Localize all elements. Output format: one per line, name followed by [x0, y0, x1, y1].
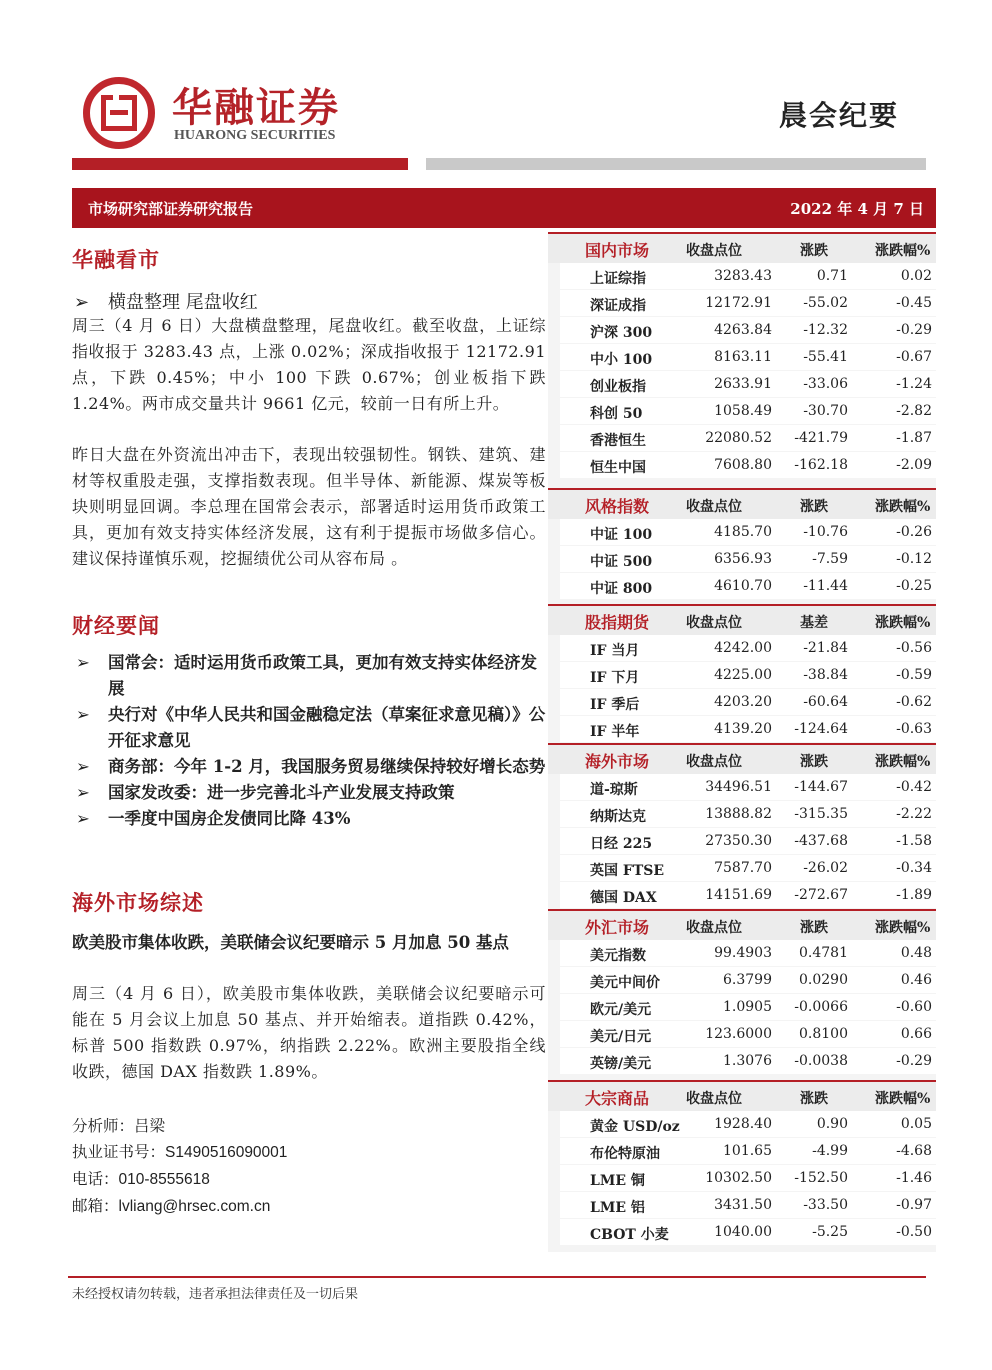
- report-banner: [72, 188, 936, 228]
- table-row: [560, 1165, 936, 1192]
- column-header: 涨跌: [800, 1091, 828, 1107]
- table-row: [560, 452, 936, 479]
- column-header: 涨跌幅%: [875, 499, 931, 515]
- row-change: -33.06: [803, 376, 848, 392]
- row-change-pct: -1.58: [896, 833, 932, 849]
- column-header: 涨跌: [800, 243, 828, 259]
- footer-disclaimer: 未经授权请勿转载，违者承担法律责任及一切后果: [72, 1287, 359, 1302]
- row-close: 27350.30: [705, 833, 772, 849]
- column-header: 涨跌: [800, 920, 828, 936]
- row-change: -11.44: [803, 578, 848, 594]
- row-change: 0.0290: [799, 972, 848, 988]
- row-change-pct: -0.50: [896, 1224, 932, 1240]
- row-close: 12172.91: [705, 295, 772, 311]
- table-row: [560, 855, 936, 882]
- row-change-pct: -0.26: [896, 524, 932, 540]
- phone-line: 电话：010-8555618: [72, 1170, 210, 1188]
- row-name: 中证 100: [590, 527, 653, 543]
- row-close: 10302.50: [705, 1170, 772, 1186]
- column-header: 涨跌幅%: [875, 615, 931, 631]
- row-name: 上证综指: [590, 271, 646, 287]
- table-row: [560, 398, 936, 425]
- table-row: [560, 882, 936, 909]
- row-change-pct: -0.67: [896, 349, 932, 365]
- row-change: 0.90: [816, 1116, 848, 1132]
- table-row: [560, 994, 936, 1021]
- row-change-pct: 0.05: [900, 1116, 932, 1132]
- row-name: IF 下月: [590, 670, 640, 686]
- overseas-headline: 欧美股市集体收跌，美联储会议纪要暗示 5 月加息 50 基点: [72, 933, 509, 952]
- row-name: CBOT 小麦: [590, 1227, 669, 1243]
- row-close: 4242.00: [714, 640, 772, 656]
- row-name: 中证 800: [590, 581, 653, 597]
- section-title-financial-news: 财经要闻: [72, 613, 160, 638]
- row-close: 4610.70: [714, 578, 772, 594]
- row-change-pct: -2.22: [896, 806, 932, 822]
- column-header: 收盘点位: [686, 499, 742, 515]
- table-title: 外汇市场: [585, 918, 650, 937]
- row-close: 4185.70: [714, 524, 772, 540]
- row-change-pct: -0.60: [896, 999, 932, 1015]
- row-change-pct: -0.63: [896, 721, 932, 737]
- banner-department: 市场研究部证券研究报告: [88, 200, 254, 218]
- row-change: -30.70: [803, 403, 848, 419]
- row-change-pct: -0.42: [896, 779, 932, 795]
- table-row: [560, 317, 936, 344]
- row-close: 13888.82: [705, 806, 772, 822]
- table-header: [548, 488, 936, 519]
- row-name: 英国 FTSE: [590, 863, 665, 879]
- table-header: [548, 743, 936, 774]
- row-close: 3283.43: [714, 268, 772, 284]
- analyst-line: 分析师：吕梁: [72, 1117, 166, 1135]
- arrow-bullet-icon: ➢: [76, 783, 90, 802]
- market-view-subtitle: ➢ 横盘整理 尾盘收红: [74, 292, 258, 313]
- table-row: [560, 1021, 936, 1048]
- row-change: -4.99: [812, 1143, 848, 1159]
- section-title-overseas: 海外市场综述: [72, 890, 204, 915]
- table-header: [548, 909, 936, 940]
- row-change: 0.8100: [799, 1026, 848, 1042]
- row-name: LME 铝: [590, 1200, 645, 1216]
- row-close: 4139.20: [714, 721, 772, 737]
- row-close: 1.3076: [723, 1053, 772, 1069]
- table-row: [560, 371, 936, 398]
- arrow-bullet-icon: ➢: [76, 705, 90, 724]
- column-header: 收盘点位: [686, 1091, 742, 1107]
- market-table: [548, 1080, 936, 1246]
- table-title: 大宗商品: [585, 1089, 650, 1108]
- cert-line: 执业证书号：S1490516090001: [72, 1143, 288, 1161]
- table-row: [560, 546, 936, 573]
- row-close: 14151.69: [705, 887, 772, 903]
- table-row: [560, 290, 936, 317]
- row-name: 德国 DAX: [590, 890, 657, 906]
- table-row: [560, 425, 936, 452]
- email-line: 邮箱：lvliang@hrsec.com.cn: [72, 1197, 271, 1215]
- row-change: -26.02: [803, 860, 848, 876]
- row-close: 7608.80: [714, 457, 772, 473]
- market-table: [548, 232, 936, 479]
- row-name: 美元中间价: [590, 975, 660, 991]
- row-change: -144.67: [794, 779, 848, 795]
- row-name: IF 当月: [590, 643, 640, 659]
- row-change: -152.50: [794, 1170, 848, 1186]
- column-header: 涨跌: [800, 754, 828, 770]
- row-name: 黄金 USD/oz: [590, 1119, 680, 1135]
- table-row: [560, 1048, 936, 1075]
- row-change-pct: -0.62: [896, 694, 932, 710]
- row-change: 0.71: [816, 268, 848, 284]
- column-header: 涨跌幅%: [875, 243, 931, 259]
- row-change: -55.02: [803, 295, 848, 311]
- table-header: [548, 1080, 936, 1111]
- analyst-info: [72, 1113, 287, 1220]
- row-change-pct: -0.59: [896, 667, 932, 683]
- table-row: [560, 1219, 936, 1246]
- row-change: -421.79: [794, 430, 848, 446]
- row-change: -33.50: [803, 1197, 848, 1213]
- table-row: [560, 519, 936, 546]
- column-header: 收盘点位: [686, 615, 742, 631]
- row-close: 1928.40: [714, 1116, 772, 1132]
- news-item: ➢ 国常会：适时运用货币政策工具，更加有效支持实体经济发展: [72, 650, 548, 702]
- row-change: -5.25: [812, 1224, 848, 1240]
- row-change: -0.0038: [794, 1053, 848, 1069]
- table-title: 风格指数: [585, 497, 650, 516]
- table-row: [560, 940, 936, 967]
- news-item: ➢ 国家发改委：进一步完善北斗产业发展支持政策: [72, 780, 548, 806]
- header-divider-gray: [426, 158, 926, 170]
- row-change: 0.4781: [799, 945, 848, 961]
- row-name: 沪深 300: [590, 325, 653, 341]
- row-name: IF 半年: [590, 724, 640, 740]
- column-header: 收盘点位: [686, 920, 742, 936]
- column-header: 收盘点位: [686, 243, 742, 259]
- market-view-paragraph-2: 昨日大盘在外资流出冲击下，表现出较强韧性。钢铁、建筑、建材等权重股走强，支撑指数表现。但半导体、新能源、煤炭等板块则明显回调。李总理在国常会表示，部署适时运用货币政策工具，更加有效支持实体经济发展，这有利于提振市场做多信心。建议保持谨慎乐观，挖掘绩优公司从容布局 。: [72, 445, 546, 568]
- table-row: [560, 344, 936, 371]
- column-header: 涨跌幅%: [875, 920, 931, 936]
- row-close: 6356.93: [714, 551, 772, 567]
- row-name: 中小 100: [590, 352, 653, 368]
- market-table: [548, 488, 936, 600]
- row-close: 8163.11: [714, 349, 772, 365]
- table-title: 股指期货: [585, 613, 650, 632]
- row-close: 123.6000: [705, 1026, 772, 1042]
- row-change-pct: -4.68: [896, 1143, 932, 1159]
- table-row: [560, 967, 936, 994]
- row-close: 1.0905: [723, 999, 772, 1015]
- row-change: -10.76: [803, 524, 848, 540]
- arrow-bullet-icon: ➢: [76, 757, 90, 776]
- arrow-bullet-icon: ➢: [76, 653, 90, 672]
- row-change-pct: -1.89: [896, 887, 932, 903]
- row-close: 101.65: [723, 1143, 772, 1159]
- row-change-pct: -0.29: [896, 322, 932, 338]
- row-change-pct: 0.66: [900, 1026, 932, 1042]
- row-name: IF 季后: [590, 697, 640, 713]
- table-row: [560, 689, 936, 716]
- row-change: -60.64: [803, 694, 848, 710]
- logo-cn-text: 华融证券: [172, 84, 340, 131]
- header-divider-red: [72, 158, 408, 170]
- table-row: [560, 1192, 936, 1219]
- row-name: 英镑/美元: [590, 1056, 652, 1072]
- row-change-pct: -0.12: [896, 551, 932, 567]
- section-title-market-view: 华融看市: [72, 247, 160, 272]
- table-row: [560, 774, 936, 801]
- table-header: [548, 604, 936, 635]
- row-name: 道-琼斯: [590, 782, 638, 798]
- company-logo: [80, 74, 370, 154]
- row-name: 科创 50: [590, 406, 643, 422]
- table-row: [560, 662, 936, 689]
- banner-date: 2022 年 4 月 7 日: [790, 200, 924, 218]
- row-close: 22080.52: [705, 430, 772, 446]
- market-table: [548, 743, 936, 909]
- column-header: 基差: [800, 615, 828, 631]
- row-close: 1040.00: [714, 1224, 772, 1240]
- row-name: 纳斯达克: [590, 809, 646, 825]
- row-change-pct: -1.87: [896, 430, 932, 446]
- footer-divider: [68, 1276, 926, 1278]
- row-change-pct: -0.34: [896, 860, 932, 876]
- table-title: 海外市场: [585, 752, 650, 771]
- row-change: -55.41: [803, 349, 848, 365]
- table-row: [560, 828, 936, 855]
- row-close: 2633.91: [714, 376, 772, 392]
- arrow-bullet-icon: ➢: [74, 292, 90, 313]
- arrow-bullet-icon: ➢: [76, 809, 90, 828]
- row-change: -21.84: [803, 640, 848, 656]
- row-change-pct: -2.09: [896, 457, 932, 473]
- row-change: -0.0066: [794, 999, 848, 1015]
- row-close: 4263.84: [714, 322, 772, 338]
- row-name: 欧元/美元: [590, 1002, 652, 1018]
- table-header: [548, 232, 936, 263]
- row-change: -272.67: [794, 887, 848, 903]
- row-change: -12.32: [803, 322, 848, 338]
- row-change: -7.59: [812, 551, 848, 567]
- column-header: 涨跌: [800, 499, 828, 515]
- row-close: 6.3799: [723, 972, 772, 988]
- row-change: -124.64: [794, 721, 848, 737]
- row-change: -437.68: [794, 833, 848, 849]
- row-change-pct: -1.46: [896, 1170, 932, 1186]
- market-table: [548, 604, 936, 743]
- row-close: 99.4903: [714, 945, 772, 961]
- row-change-pct: -0.45: [896, 295, 932, 311]
- news-item: ➢ 商务部：今年 1-2 月，我国服务贸易继续保持较好增长态势: [72, 754, 548, 780]
- table-row: [560, 716, 936, 743]
- table-row: [560, 263, 936, 290]
- logo-en-text: HUARONG SECURITIES: [174, 128, 336, 143]
- row-close: 3431.50: [714, 1197, 772, 1213]
- row-change: -315.35: [794, 806, 848, 822]
- row-name: 香港恒生: [590, 433, 646, 449]
- row-name: 恒生中国: [590, 460, 646, 476]
- table-row: [560, 1111, 936, 1138]
- row-name: 美元指数: [590, 948, 646, 964]
- row-close: 4225.00: [714, 667, 772, 683]
- row-change-pct: -0.97: [896, 1197, 932, 1213]
- row-name: 创业板指: [590, 379, 646, 395]
- row-close: 34496.51: [705, 779, 772, 795]
- row-change-pct: -0.29: [896, 1053, 932, 1069]
- market-view-paragraph-1: 周三（4 月 6 日）大盘横盘整理，尾盘收红。截至收盘，上证综指收报于 3283.43 点，上涨 0.02%；深成指收报于 12172.91 点，下跌 0.45%；中小 100 下跌 0.67%；创业板指下跌 1.24%。两市成交量共计 9661 亿元，较前一日有所上升。: [72, 316, 546, 413]
- analyst-email-link[interactable]: lvliang@hrsec.com.cn: [118, 1198, 271, 1215]
- row-name: 深证成指: [590, 298, 646, 314]
- logo-emblem-icon: [83, 77, 155, 149]
- table-row: [560, 1138, 936, 1165]
- row-change: -162.18: [794, 457, 848, 473]
- news-item: ➢ 一季度中国房企发债同比降 43%: [72, 806, 548, 832]
- column-header: 涨跌幅%: [875, 1091, 931, 1107]
- document-type: 晨会纪要: [778, 99, 899, 132]
- row-close: 7587.70: [714, 860, 772, 876]
- table-row: [560, 801, 936, 828]
- row-name: 中证 500: [590, 554, 653, 570]
- row-name: 布伦特原油: [590, 1146, 660, 1162]
- news-item: ➢ 央行对《中华人民共和国金融稳定法（草案征求意见稿）》公开征求意见: [72, 702, 548, 754]
- market-data-panel: [548, 232, 936, 1252]
- row-change-pct: -0.56: [896, 640, 932, 656]
- overseas-paragraph: 周三（4 月 6 日），欧美股市集体收跌，美联储会议纪要暗示可能在 5 月会议上加息 50 基点、并开始缩表。道指跌 0.42%，标普 500 指数跌 0.97%，纳指跌 2.22%。欧洲主要股指全线收跌，德国 DAX 指数跌 1.89%。: [72, 984, 546, 1081]
- row-change-pct: -2.82: [896, 403, 932, 419]
- column-header: 收盘点位: [686, 754, 742, 770]
- row-change: -38.84: [803, 667, 848, 683]
- row-change-pct: -1.24: [896, 376, 932, 392]
- table-row: [560, 573, 936, 600]
- table-title: 国内市场: [585, 241, 650, 260]
- market-table: [548, 909, 936, 1075]
- row-name: LME 铜: [590, 1173, 645, 1189]
- row-close: 4203.20: [714, 694, 772, 710]
- row-close: 1058.49: [714, 403, 772, 419]
- row-change-pct: 0.48: [900, 945, 932, 961]
- table-row: [560, 635, 936, 662]
- row-change-pct: 0.46: [900, 972, 932, 988]
- row-name: 日经 225: [590, 836, 653, 852]
- column-header: 涨跌幅%: [875, 754, 931, 770]
- row-change-pct: 0.02: [900, 268, 932, 284]
- news-list: [72, 650, 548, 832]
- row-change-pct: -0.25: [896, 578, 932, 594]
- row-name: 美元/日元: [590, 1029, 652, 1045]
